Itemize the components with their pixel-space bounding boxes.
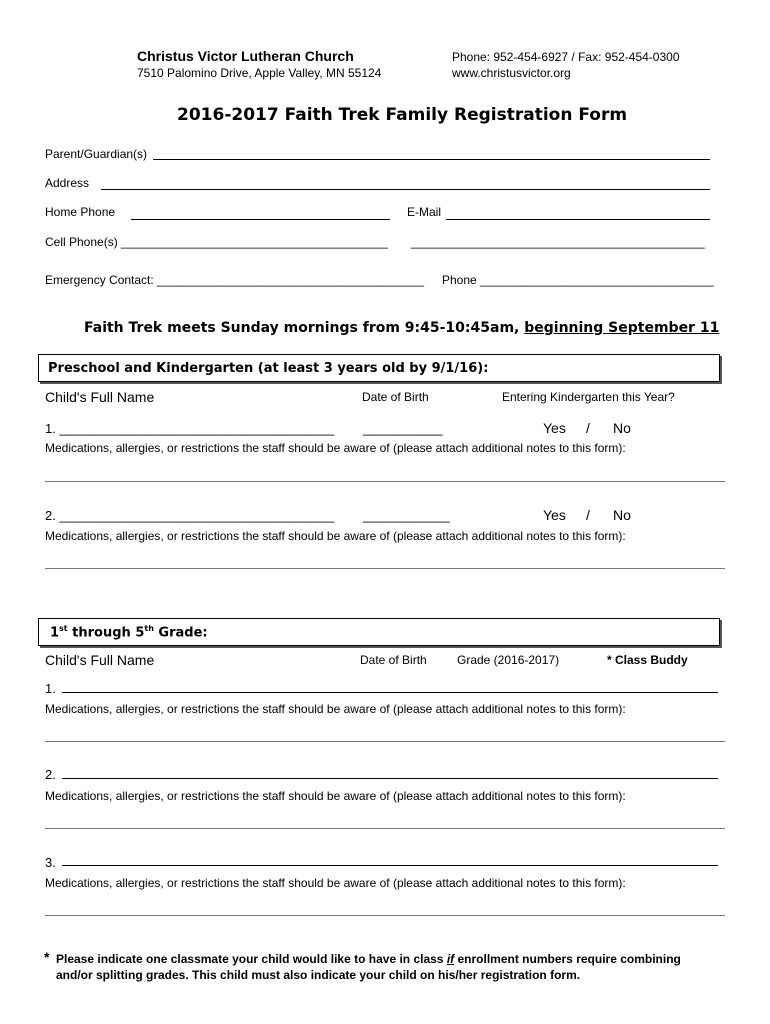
grades-child-2-medications-line[interactable] [45, 828, 725, 829]
preschool-heading: Preschool and Kindergarten (at least 3 years old by 9/1/16): [48, 361, 489, 376]
address-line[interactable] [101, 189, 710, 190]
parent-label: Parent/Guardian(s) [45, 147, 148, 161]
emergency-contact-field[interactable]: Emergency Contact: ________________________________________ [45, 273, 425, 287]
grades-child-3-medications-label: Medications, allergies, or restrictions the staff should be aware of (please attach additional notes to this form): [45, 876, 626, 890]
email-label: E-Mail [407, 205, 442, 219]
preschool-child-1-slash: / [586, 420, 590, 436]
email-line[interactable] [446, 219, 710, 220]
grades-child-2-medications-label: Medications, allergies, or restrictions the staff should be aware of (please attach additional notes to this form): [45, 789, 626, 803]
preschool-child-2-medications-label: Medications, allergies, or restrictions the staff should be aware of (please attach additional notes to this form): [45, 529, 626, 543]
home-phone-label: Home Phone [45, 205, 116, 219]
footnote-line-1: Please indicate one classmate your child would like to have in class if enrollment numbers require combining [56, 952, 681, 966]
preschool-child-2-name[interactable]: 2. ______________________________________ [45, 508, 335, 523]
preschool-col-dob: Date of Birth [362, 390, 429, 404]
schedule-text: Faith Trek meets Sunday mornings from 9:45-10:45am, beginning September 11 [84, 320, 720, 336]
preschool-child-2-slash: / [586, 507, 590, 523]
cell-phone-line-2[interactable]: ____________________________________________ [411, 235, 705, 249]
preschool-child-2-medications-line[interactable] [45, 568, 725, 569]
grades-child-3-line[interactable] [62, 865, 718, 866]
church-phone-fax: Phone: 952-454-6927 / Fax: 952-454-0300 [452, 50, 680, 64]
preschool-child-1-dob[interactable]: ___________ [363, 421, 443, 436]
grades-child-1-medications-label: Medications, allergies, or restrictions the staff should be aware of (please attach additional notes to this form): [45, 702, 626, 716]
grades-col-dob: Date of Birth [360, 653, 427, 667]
preschool-child-1-yes[interactable]: Yes [543, 420, 566, 436]
church-address: 7510 Palomino Drive, Apple Valley, MN 55124 [137, 66, 382, 80]
cell-phone-field[interactable]: Cell Phone(s) ________________________________________ [45, 235, 388, 249]
grades-col-name: Child's Full Name [45, 652, 155, 668]
church-website: www.christusvictor.org [452, 66, 571, 80]
grades-child-1-medications-line[interactable] [45, 741, 725, 742]
grades-child-1-number: 1. [45, 681, 56, 696]
schedule-start-date: beginning September 11 [524, 320, 720, 336]
preschool-child-2-no[interactable]: No [613, 507, 631, 523]
grades-col-buddy: * Class Buddy [607, 653, 688, 667]
preschool-child-2-dob[interactable]: ____________ [363, 508, 450, 523]
preschool-col-kinder: Entering Kindergarten this Year? [502, 390, 675, 404]
preschool-child-1-name[interactable]: 1. ______________________________________ [45, 421, 335, 436]
church-name: Christus Victor Lutheran Church [137, 48, 354, 64]
footnote-line-2: and/or splitting grades. This child must also indicate your child on his/her registration form. [56, 968, 581, 982]
preschool-col-name: Child's Full Name [45, 389, 155, 405]
preschool-child-1-no[interactable]: No [613, 420, 631, 436]
grades-col-grade: Grade (2016-2017) [457, 653, 560, 667]
preschool-child-2-yes[interactable]: Yes [543, 507, 566, 523]
grades-child-1-line[interactable] [62, 692, 718, 693]
preschool-child-1-medications-label: Medications, allergies, or restrictions the staff should be aware of (please attach additional notes to this form): [45, 441, 626, 455]
address-label: Address [45, 176, 90, 190]
preschool-child-1-medications-line[interactable] [45, 481, 725, 482]
footnote-star: * [44, 949, 50, 965]
grades-child-3-medications-line[interactable] [45, 915, 725, 916]
emergency-phone-field[interactable]: Phone ___________________________________ [442, 273, 714, 287]
grades-child-2-number: 2. [45, 767, 56, 782]
parent-line[interactable] [153, 159, 710, 160]
grades-child-3-number: 3. [45, 855, 56, 870]
home-phone-line[interactable] [131, 219, 390, 220]
form-title: 2016-2017 Faith Trek Family Registration Form [177, 105, 628, 125]
grades-child-2-line[interactable] [62, 778, 718, 779]
grades-heading: 1st through 5th Grade: [50, 624, 208, 641]
